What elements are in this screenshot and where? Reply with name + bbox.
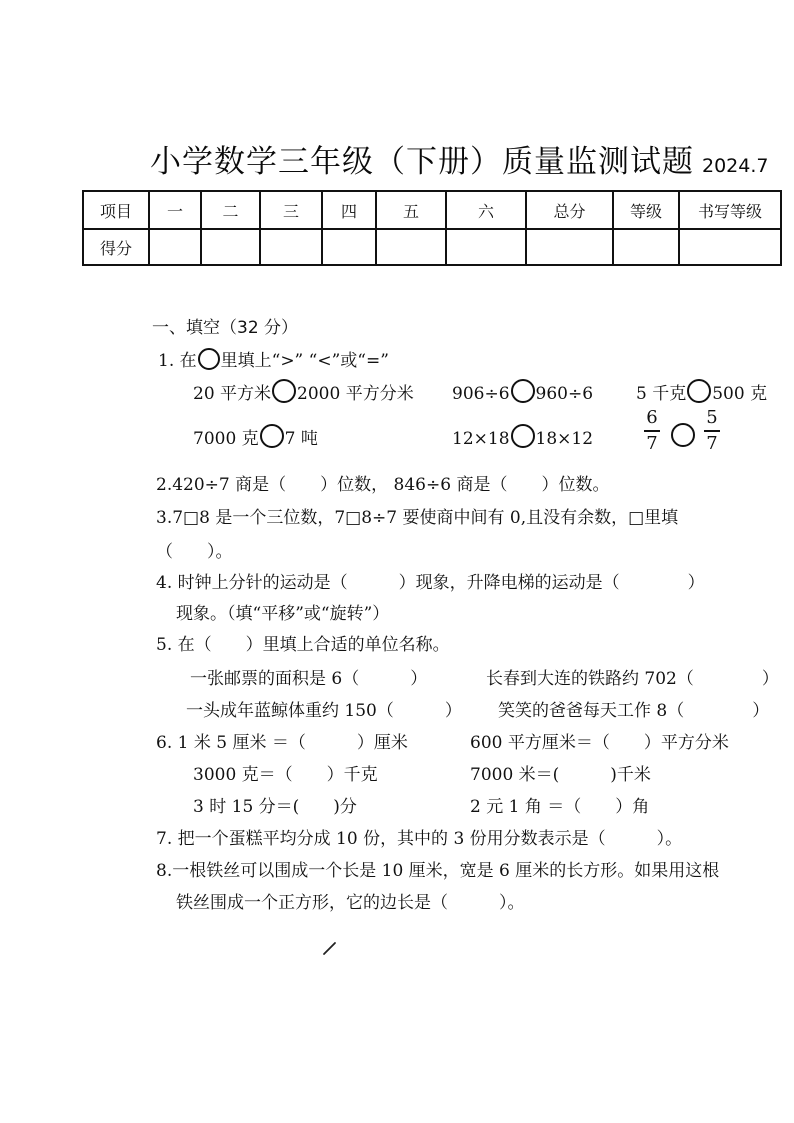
score-header-cell: 总分 xyxy=(526,191,613,229)
fraction-numerator: 6 xyxy=(646,407,658,428)
score-table-score-row xyxy=(83,229,781,265)
q1-b2-right: 18×12 xyxy=(535,429,594,449)
q1-item-b1 xyxy=(193,424,318,449)
compare-circle-icon[interactable] xyxy=(671,423,695,447)
q1-a3-right: 500 克 xyxy=(712,384,768,404)
score-table-header-row xyxy=(83,191,781,229)
q6-item-c-left: 3 时 15 分＝( )分 xyxy=(193,797,357,817)
compare-circle-icon[interactable] xyxy=(687,379,711,403)
score-header-cell: 一 xyxy=(149,191,201,229)
score-header-cell: 二 xyxy=(201,191,260,229)
fraction-denominator: 7 xyxy=(706,433,718,454)
q1-item-a2 xyxy=(452,379,593,404)
q6-item-a-left: 6. 1 米 5 厘米 ＝（ ）厘米 xyxy=(156,733,408,753)
score-header-cell: 等级 xyxy=(613,191,679,229)
score-input-cell[interactable] xyxy=(446,229,526,265)
q6-item-b-left: 3000 克＝（ ）千克 xyxy=(193,765,378,785)
fraction-denominator: 7 xyxy=(646,433,658,454)
q4-line1: 4. 时钟上分针的运动是（ ）现象，升降电梯的运动是（ ） xyxy=(156,573,705,593)
score-input-cell[interactable] xyxy=(149,229,201,265)
q5-item-b-left: 一头成年蓝鲸体重约 150（ ） xyxy=(186,701,462,721)
score-header-cell: 三 xyxy=(260,191,322,229)
page-title xyxy=(150,136,768,181)
q5-prompt: 5. 在（ ）里填上合适的单位名称。 xyxy=(156,635,450,655)
q1-prompt-post: 里填上“>” “<”或“=” xyxy=(220,351,389,371)
q1-b2-left: 12×18 xyxy=(452,429,510,449)
q5-item-a-right: 长春到大连的铁路约 702（ ） xyxy=(486,669,779,689)
q3-line1: 3.7□8 是一个三位数，7□8÷7 要使商中间有 0,且没有余数，□里填 xyxy=(156,508,679,528)
q6-item-b-right: 7000 米＝( )千米 xyxy=(470,765,651,785)
fraction-five-sevenths xyxy=(704,409,720,453)
stray-pen-mark xyxy=(322,940,338,956)
q6-item-a-right: 600 平方厘米＝（ ）平方分米 xyxy=(470,733,729,753)
q1-a1-right: 2000 平方分米 xyxy=(297,384,414,404)
score-input-cell[interactable] xyxy=(201,229,260,265)
score-input-cell[interactable] xyxy=(260,229,322,265)
score-table xyxy=(82,190,782,266)
compare-circle-icon[interactable] xyxy=(260,424,284,448)
score-header-cell: 项目 xyxy=(83,191,149,229)
q1-item-a1 xyxy=(193,379,414,404)
q1-b1-right: 7 吨 xyxy=(284,429,318,449)
q5-item-b-right: 笑笑的爸爸每天工作 8（ ） xyxy=(498,701,770,721)
score-header-cell: 书写等级 xyxy=(679,191,781,229)
q5-item-a-left: 一张邮票的面积是 6（ ） xyxy=(190,669,428,689)
q1-prompt-pre: 1. 在 xyxy=(158,351,197,371)
score-header-cell: 四 xyxy=(322,191,376,229)
q1-a2-right: 960÷6 xyxy=(535,384,594,404)
q1-a3-left: 5 千克 xyxy=(636,384,687,404)
score-input-cell[interactable] xyxy=(376,229,446,265)
score-input-cell[interactable] xyxy=(679,229,781,265)
q8-line1: 8.一根铁丝可以围成一个长是 10 厘米，宽是 6 厘米的长方形。如果用这根 xyxy=(156,861,720,881)
score-row-label: 得分 xyxy=(83,229,149,265)
title-main: 小学数学三年级（下册）质量监测试题 xyxy=(150,144,694,180)
q7: 7. 把一个蛋糕平均分成 10 份，其中的 3 份用分数表示是（ ）。 xyxy=(156,829,683,849)
title-date: 2024.7 xyxy=(702,155,769,177)
compare-circle-icon[interactable] xyxy=(511,424,535,448)
fraction-six-sevenths xyxy=(644,409,660,453)
q1-item-b2 xyxy=(452,424,593,449)
q1-b1-left: 7000 克 xyxy=(193,429,259,449)
q3-line2: （ ）。 xyxy=(156,542,233,562)
circle-icon xyxy=(198,348,220,370)
score-input-cell[interactable] xyxy=(613,229,679,265)
compare-circle-icon[interactable] xyxy=(272,379,296,403)
q2: 2.420÷7 商是（ ）位数， 846÷6 商是（ ）位数。 xyxy=(156,475,610,495)
q4-line2: 现象。（填“平移”或“旋转”） xyxy=(176,604,390,624)
q8-line2: 铁丝围成一个正方形，它的边长是（ ）。 xyxy=(176,893,525,913)
q1-item-a3 xyxy=(636,379,767,404)
section-heading: 一、填空（32 分） xyxy=(152,318,299,338)
q1-a2-left: 906÷6 xyxy=(452,384,510,404)
q1-a1-left: 20 平方米 xyxy=(193,384,272,404)
q1-prompt xyxy=(158,346,389,371)
q6-item-c-right: 2 元 1 角 ＝（ ）角 xyxy=(470,797,650,817)
fraction-numerator: 5 xyxy=(706,407,718,428)
score-input-cell[interactable] xyxy=(322,229,376,265)
score-header-cell: 五 xyxy=(376,191,446,229)
score-header-cell: 六 xyxy=(446,191,526,229)
fraction-compare-slot xyxy=(670,423,696,447)
score-input-cell[interactable] xyxy=(526,229,613,265)
compare-circle-icon[interactable] xyxy=(511,379,535,403)
